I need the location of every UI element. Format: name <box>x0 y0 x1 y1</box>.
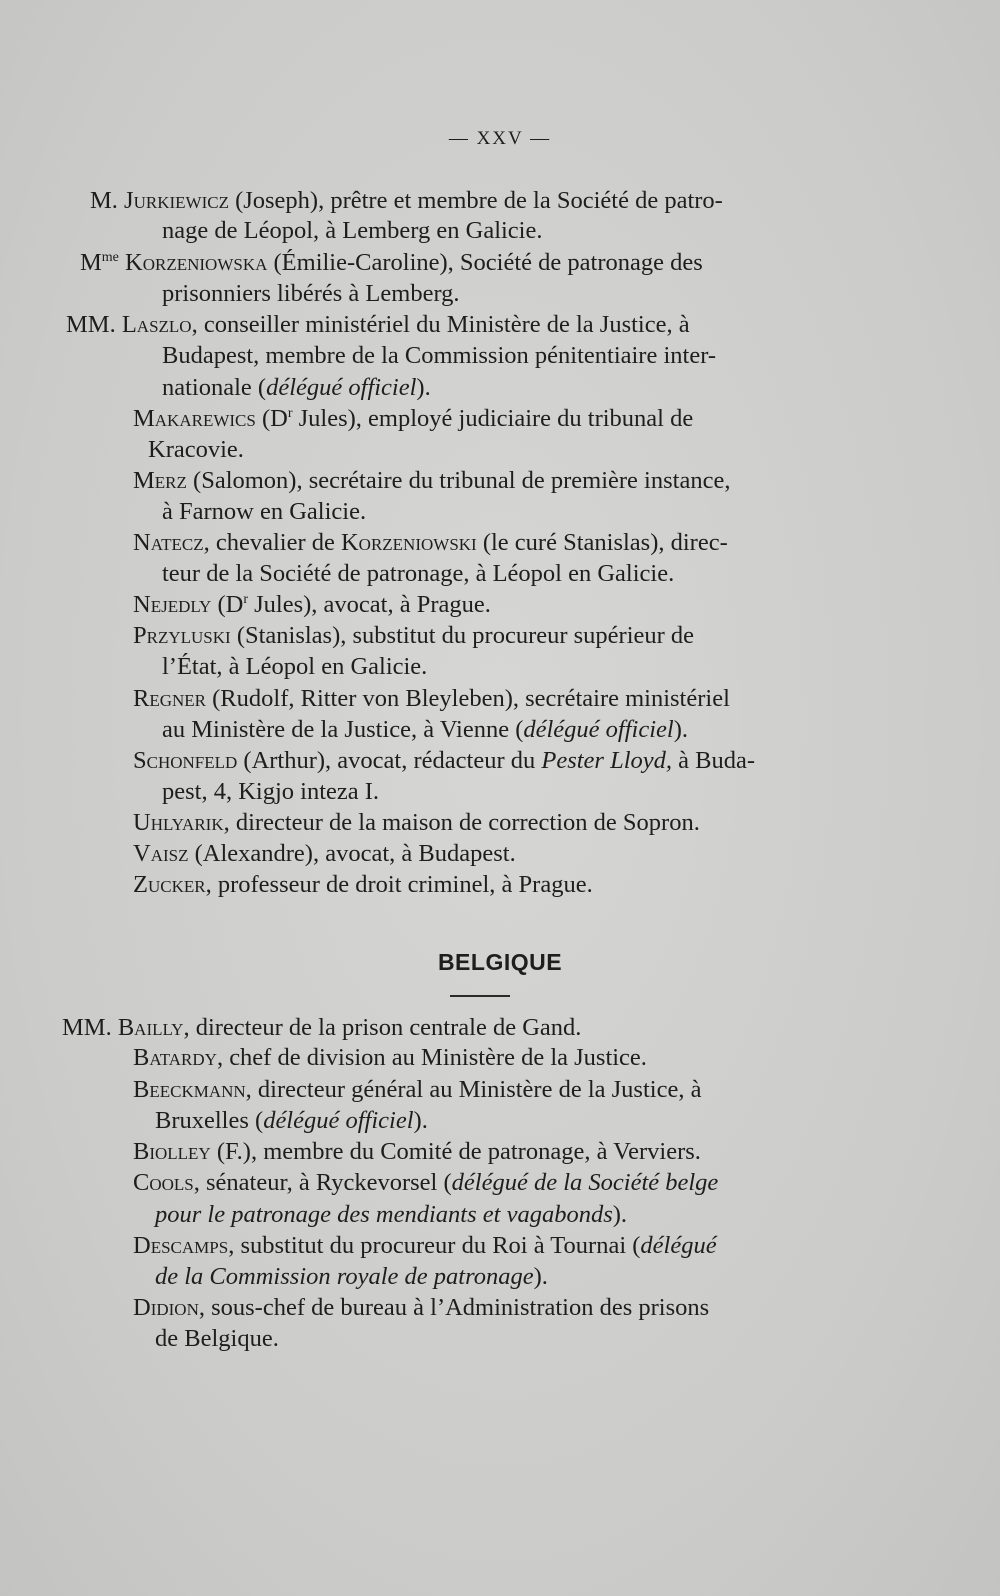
person-name: Uhlyarik <box>133 809 224 836</box>
text-run: , directeur de la maison de correction de Sopron. <box>223 809 700 836</box>
belgium-line <box>155 1106 428 1136</box>
austria-line <box>133 621 694 651</box>
italic-text: délégué de la Société belge <box>451 1169 719 1196</box>
austria-line <box>133 466 730 496</box>
belgium-line <box>133 1137 701 1167</box>
text-run: , sous-chef de bureau à l’Administration des prisons <box>198 1294 710 1321</box>
person-name: Laszlo <box>121 311 192 338</box>
austria-line <box>133 839 516 869</box>
person-name: Zucker <box>133 871 206 898</box>
text-run: nage de Léopol, à Lemberg en Galicie. <box>162 217 543 244</box>
text-run: , chef de division au Ministère de la Justice. <box>216 1044 647 1071</box>
text-run: Budapest, membre de la Commission pénitentiaire inter- <box>162 342 717 369</box>
superscript: me <box>101 249 119 265</box>
text-run: au Ministère de la Justice, à Vienne ( <box>162 716 524 743</box>
section-title: BELGIQUE <box>437 949 563 975</box>
text-run: M. <box>90 187 125 214</box>
text-run: l’État, à Léopol en Galicie. <box>162 653 428 680</box>
austria-line <box>162 777 379 807</box>
text-run: (D <box>255 405 288 432</box>
austria-line <box>133 746 755 776</box>
belgium-line <box>133 1231 717 1261</box>
italic-text: pour le patronage des mendiants et vagabonds <box>155 1201 613 1228</box>
person-name: Jurkiewicz <box>124 187 229 214</box>
text-run: à Buda- <box>672 747 756 774</box>
text-run: , sénateur, à Ryckevorsel ( <box>193 1169 452 1196</box>
text-run: pest, 4, Kigjo inteza I. <box>162 778 380 805</box>
italic-text: délégué officiel <box>266 374 417 401</box>
person-name: Korzeniowski <box>340 529 477 556</box>
text-run: ). <box>612 1201 628 1228</box>
belgium-line <box>155 1262 548 1292</box>
person-name: Nejedly <box>133 591 212 618</box>
italic-text: de la Commission royale de patronage <box>155 1263 534 1290</box>
person-name: Natecz <box>133 529 204 556</box>
italic-text: Pester Lloyd, <box>541 747 673 774</box>
italic-text: délégué <box>640 1232 717 1259</box>
text-run: MM. <box>62 1014 118 1041</box>
belgium-line <box>155 1200 627 1230</box>
text-run: , substitut du procureur du Roi à Tournai ( <box>228 1232 641 1259</box>
belgium-line <box>155 1324 279 1354</box>
austria-line <box>162 341 716 371</box>
austria-line <box>90 186 723 216</box>
belgium-line <box>133 1168 718 1198</box>
text-run: (Émilie-Caroline), Société de patronage des <box>267 249 703 276</box>
text-run: de Belgique. <box>155 1325 279 1352</box>
text-run: , directeur de la prison centrale de Gand. <box>183 1014 582 1041</box>
austria-line <box>162 559 674 589</box>
text-run: ). <box>533 1263 548 1290</box>
text-run: nationale ( <box>162 374 267 401</box>
person-name: Schonfeld <box>133 747 238 774</box>
belgium-line <box>133 1075 701 1105</box>
section-rule <box>450 995 510 997</box>
person-name: Korzeniowska <box>125 249 268 276</box>
austria-line <box>66 310 690 340</box>
austria-line <box>162 715 688 745</box>
text-run: , directeur général au Ministère de la Justice, à <box>245 1076 702 1103</box>
person-name: Biolley <box>133 1138 211 1165</box>
austria-line <box>133 528 728 558</box>
austria-line <box>162 652 427 682</box>
text-run: (Stanislas), substitut du procureur supérieur de <box>230 622 695 649</box>
austria-line <box>148 435 244 465</box>
text-run: , professeur de droit criminel, à Prague. <box>205 871 593 898</box>
text-run: (Salomon), secrétaire du tribunal de première instance, <box>186 467 731 494</box>
page-number: — XXV — <box>448 128 552 149</box>
text-run: (le curé Stanislas), direc- <box>476 529 728 556</box>
austria-line <box>133 870 593 900</box>
text-run: MM. <box>66 311 122 338</box>
text-run: (Joseph), prêtre et membre de la Société de patro- <box>228 187 723 214</box>
text-run: (Arthur), avocat, rédacteur du <box>237 747 542 774</box>
belgium-line <box>133 1293 709 1323</box>
text-run: , chevalier de <box>203 529 341 556</box>
austria-line <box>162 216 543 246</box>
belgium-line <box>133 1043 647 1073</box>
austria-line <box>162 373 431 403</box>
text-run: ). <box>413 1107 428 1134</box>
person-name: Descamps <box>133 1232 229 1259</box>
person-name: Regner <box>133 685 207 712</box>
austria-line <box>133 404 693 434</box>
person-name: Makarewics <box>133 405 256 432</box>
austria-line <box>133 808 700 838</box>
person-name: Batardy <box>133 1044 217 1071</box>
superscript: r <box>243 591 248 607</box>
text-run: Jules), avocat, à Prague. <box>247 591 491 618</box>
text-run: à Farnow en Galicie. <box>162 498 367 525</box>
austria-line <box>133 590 491 620</box>
text-run: (Alexandre), avocat, à Budapest. <box>188 840 516 867</box>
text-run: Bruxelles ( <box>155 1107 264 1134</box>
person-name: Vaisz <box>133 840 189 867</box>
person-name: Cools <box>133 1169 194 1196</box>
italic-text: délégué officiel <box>523 716 674 743</box>
text-run: prisonniers libérés à Lemberg. <box>162 280 460 307</box>
text-run: (Rudolf, Ritter von Bleyleben), secrétaire ministériel <box>206 685 730 712</box>
austria-line <box>133 684 730 714</box>
text-run: Kracovie. <box>148 436 244 463</box>
belgium-line <box>62 1013 581 1043</box>
text-run: teur de la Société de patronage, à Léopol en Galicie. <box>162 560 675 587</box>
text-run: ). <box>416 374 431 401</box>
austria-line <box>162 279 460 309</box>
text-run: (D <box>211 591 244 618</box>
person-name: Beeckmann <box>133 1076 246 1103</box>
austria-line <box>162 497 366 527</box>
person-name: Merz <box>133 467 187 494</box>
austria-line <box>80 248 703 278</box>
superscript: r <box>287 405 293 421</box>
person-name: Przyluski <box>133 622 231 649</box>
text-run: ). <box>673 716 689 743</box>
person-name: Didion <box>133 1294 199 1321</box>
text-run: M <box>80 249 102 276</box>
italic-text: délégué officiel <box>263 1107 414 1134</box>
person-name: Bailly <box>117 1014 184 1041</box>
text-run: , conseiller ministériel du Ministère de la Justice, à <box>191 311 690 338</box>
text-run: Jules), employé judiciaire du tribunal de <box>292 405 694 432</box>
text-run: (F.), membre du Comité de patronage, à Verviers. <box>210 1138 701 1165</box>
